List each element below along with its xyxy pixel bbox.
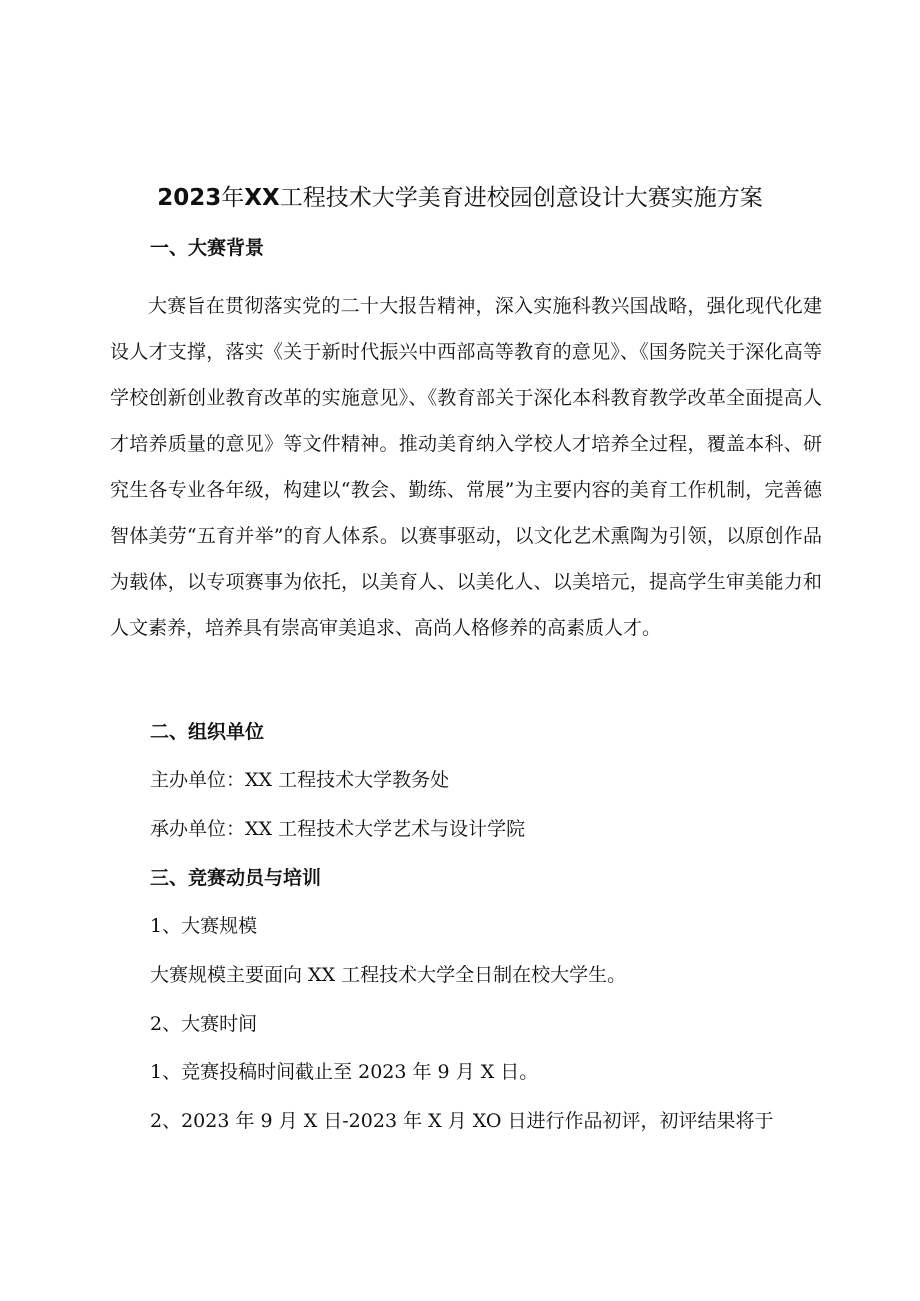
time-label: 2、大赛时间: [150, 1013, 258, 1035]
document-title: [0, 180, 920, 216]
title-xx: XX: [244, 185, 280, 211]
scale-text: 大赛规模主要面向 XX 工程技术大学全日制在校大学生。: [150, 964, 627, 986]
time-item-1: 1、竞赛投稿时间截止至 2023 年 9 月 X 日。: [150, 1061, 539, 1083]
time-item-2: 2、2023 年 9 月 X 日-2023 年 X 月 XO 日进行作品初评，初评结果将于: [150, 1110, 774, 1132]
background-paragraph: 大赛旨在贯彻落实党的二十大报告精神，深入实施科教兴国战略，强化现代化建设人才支撑，落实《关于新时代振兴中西部高等教育的意见》、《国务院关于深化高等学校创新创业教育改革的实施意见》、《教育部关于深化本科教育教学改革全面提高人才培养质量的意见》等文件精神。推动美育纳入学校人才培养全过程，覆盖本科、研究生各专业各年级，构建以“教会、勤练、常展”为主要内容的美育工作机制，完善德智体美劳“五育并举”的育人体系。以赛事驱动，以文化艺术熏陶为引领，以原创作品为载体，以专项赛事为依托，以美育人、以美化人、以美培元，提高学生审美能力和人文素养，培养具有崇高审美追求、高尚人格修养的高素质人才。: [110, 295, 822, 639]
section-heading-background: 一、大赛背景: [150, 237, 265, 259]
title-rest: 工程技术大学美育进校园创意设计大赛实施方案: [279, 185, 763, 211]
section-heading-organizers: 二、组织单位: [150, 721, 265, 743]
title-year-suffix: 年: [221, 185, 245, 211]
title-year: 2023: [157, 185, 222, 211]
organizer-unit-text: 承办单位：XX 工程技术大学艺术与设计学院: [150, 818, 526, 840]
section-heading-mobilization: 三、竞赛动员与培训: [150, 867, 322, 889]
scale-label: 1、大赛规模: [150, 915, 258, 937]
host-unit-text: 主办单位：XX 工程技术大学教务处: [150, 769, 450, 791]
